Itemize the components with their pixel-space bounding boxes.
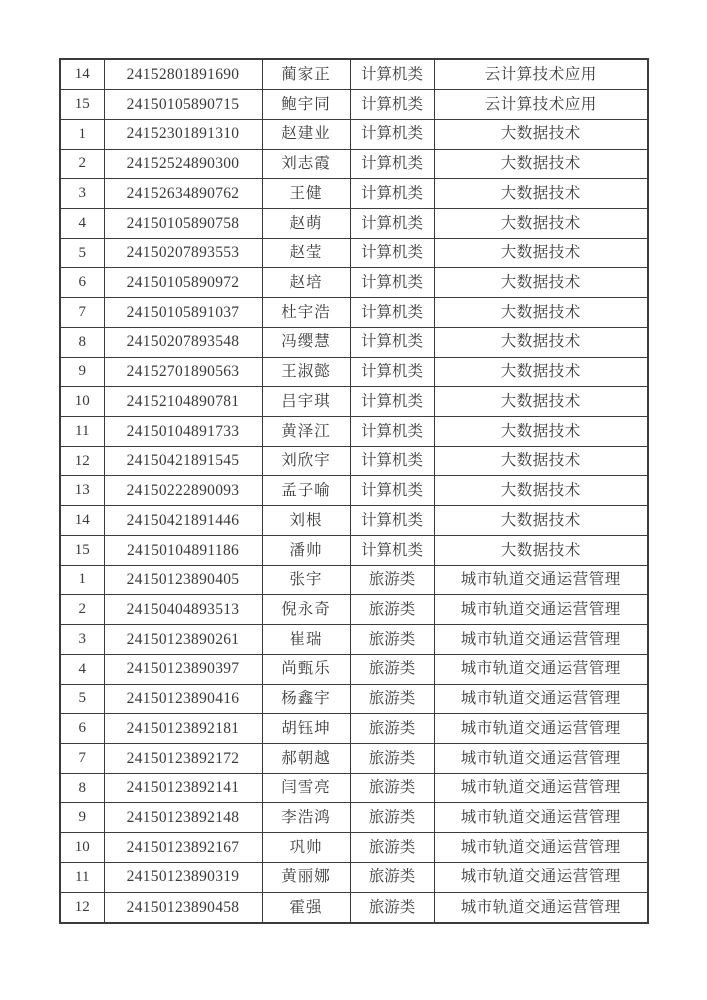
table-row: [60, 535, 648, 565]
seq-cell: 1: [60, 119, 104, 149]
category-cell: 计算机类: [350, 119, 434, 149]
id-cell: 24150105890758: [104, 209, 262, 239]
table-row: [60, 387, 648, 417]
id-cell: 24150207893553: [104, 238, 262, 268]
major-cell: 大数据技术: [434, 476, 648, 506]
major-cell: 大数据技术: [434, 417, 648, 447]
major-cell: 大数据技术: [434, 535, 648, 565]
seq-cell: 15: [60, 535, 104, 565]
name-cell: 刘志霞: [262, 149, 350, 179]
major-cell: 大数据技术: [434, 209, 648, 239]
name-cell: 郝朝越: [262, 743, 350, 773]
table-row: [60, 862, 648, 892]
table-row: [60, 357, 648, 387]
category-cell: 旅游类: [350, 773, 434, 803]
category-cell: 计算机类: [350, 417, 434, 447]
seq-cell: 4: [60, 654, 104, 684]
category-cell: 计算机类: [350, 179, 434, 209]
table-row: [60, 327, 648, 357]
table-row: [60, 119, 648, 149]
category-cell: 计算机类: [350, 506, 434, 536]
seq-cell: 14: [60, 506, 104, 536]
id-cell: 24150105891037: [104, 298, 262, 328]
table-row: [60, 803, 648, 833]
seq-cell: 11: [60, 862, 104, 892]
id-cell: 24150123892148: [104, 803, 262, 833]
seq-cell: 7: [60, 743, 104, 773]
name-cell: 赵莹: [262, 238, 350, 268]
seq-cell: 4: [60, 209, 104, 239]
category-cell: 计算机类: [350, 90, 434, 120]
major-cell: 城市轨道交通运营管理: [434, 862, 648, 892]
table-row: [60, 714, 648, 744]
major-cell: 城市轨道交通运营管理: [434, 892, 648, 923]
name-cell: 吕宇琪: [262, 387, 350, 417]
id-cell: 24152801891690: [104, 59, 262, 90]
name-cell: 赵建业: [262, 119, 350, 149]
id-cell: 24150404893513: [104, 595, 262, 625]
id-cell: 24150123892141: [104, 773, 262, 803]
table-row: [60, 565, 648, 595]
category-cell: 计算机类: [350, 357, 434, 387]
seq-cell: 2: [60, 149, 104, 179]
roster-body: [60, 59, 648, 923]
category-cell: 旅游类: [350, 654, 434, 684]
table-row: [60, 179, 648, 209]
name-cell: 鲍宇同: [262, 90, 350, 120]
seq-cell: 9: [60, 803, 104, 833]
name-cell: 蔺家正: [262, 59, 350, 90]
table-row: [60, 743, 648, 773]
major-cell: 云计算技术应用: [434, 90, 648, 120]
name-cell: 李浩鸿: [262, 803, 350, 833]
table-row: [60, 773, 648, 803]
id-cell: 24150105890715: [104, 90, 262, 120]
major-cell: 大数据技术: [434, 357, 648, 387]
id-cell: 24150123890397: [104, 654, 262, 684]
seq-cell: 3: [60, 179, 104, 209]
major-cell: 大数据技术: [434, 149, 648, 179]
name-cell: 胡钰坤: [262, 714, 350, 744]
seq-cell: 8: [60, 773, 104, 803]
name-cell: 赵培: [262, 268, 350, 298]
seq-cell: 14: [60, 59, 104, 90]
category-cell: 旅游类: [350, 714, 434, 744]
id-cell: 24150421891446: [104, 506, 262, 536]
seq-cell: 7: [60, 298, 104, 328]
seq-cell: 11: [60, 417, 104, 447]
major-cell: 城市轨道交通运营管理: [434, 714, 648, 744]
seq-cell: 10: [60, 387, 104, 417]
table-row: [60, 654, 648, 684]
category-cell: 计算机类: [350, 476, 434, 506]
table-row: [60, 149, 648, 179]
id-cell: 24150123890261: [104, 625, 262, 655]
id-cell: 24150421891545: [104, 446, 262, 476]
id-cell: 24152701890563: [104, 357, 262, 387]
category-cell: 旅游类: [350, 684, 434, 714]
name-cell: 潘帅: [262, 535, 350, 565]
id-cell: 24150207893548: [104, 327, 262, 357]
id-cell: 24152524890300: [104, 149, 262, 179]
category-cell: 计算机类: [350, 446, 434, 476]
seq-cell: 15: [60, 90, 104, 120]
major-cell: 城市轨道交通运营管理: [434, 595, 648, 625]
category-cell: 旅游类: [350, 892, 434, 923]
id-cell: 24150104891733: [104, 417, 262, 447]
category-cell: 计算机类: [350, 149, 434, 179]
major-cell: 城市轨道交通运营管理: [434, 773, 648, 803]
name-cell: 杨鑫宇: [262, 684, 350, 714]
major-cell: 大数据技术: [434, 298, 648, 328]
seq-cell: 8: [60, 327, 104, 357]
category-cell: 计算机类: [350, 298, 434, 328]
name-cell: 尚甄乐: [262, 654, 350, 684]
category-cell: 计算机类: [350, 327, 434, 357]
table-row: [60, 833, 648, 863]
name-cell: 王健: [262, 179, 350, 209]
id-cell: 24150222890093: [104, 476, 262, 506]
name-cell: 刘根: [262, 506, 350, 536]
seq-cell: 5: [60, 684, 104, 714]
student-roster-table: [59, 58, 649, 924]
id-cell: 24150104891186: [104, 535, 262, 565]
name-cell: 杜宇浩: [262, 298, 350, 328]
id-cell: 24150123892167: [104, 833, 262, 863]
major-cell: 大数据技术: [434, 387, 648, 417]
id-cell: 24150123890405: [104, 565, 262, 595]
seq-cell: 6: [60, 714, 104, 744]
category-cell: 计算机类: [350, 59, 434, 90]
name-cell: 刘欣宇: [262, 446, 350, 476]
major-cell: 大数据技术: [434, 179, 648, 209]
id-cell: 24152634890762: [104, 179, 262, 209]
name-cell: 王淑懿: [262, 357, 350, 387]
major-cell: 城市轨道交通运营管理: [434, 833, 648, 863]
name-cell: 霍强: [262, 892, 350, 923]
name-cell: 巩帅: [262, 833, 350, 863]
id-cell: 24152104890781: [104, 387, 262, 417]
seq-cell: 2: [60, 595, 104, 625]
table-row: [60, 268, 648, 298]
name-cell: 黄丽娜: [262, 862, 350, 892]
category-cell: 计算机类: [350, 268, 434, 298]
major-cell: 云计算技术应用: [434, 59, 648, 90]
name-cell: 孟子喻: [262, 476, 350, 506]
major-cell: 大数据技术: [434, 119, 648, 149]
major-cell: 大数据技术: [434, 327, 648, 357]
table-row: [60, 238, 648, 268]
table-row: [60, 892, 648, 923]
category-cell: 旅游类: [350, 625, 434, 655]
id-cell: 24150123890319: [104, 862, 262, 892]
category-cell: 旅游类: [350, 803, 434, 833]
name-cell: 冯缨慧: [262, 327, 350, 357]
name-cell: 黄泽江: [262, 417, 350, 447]
id-cell: 24150123890416: [104, 684, 262, 714]
table-row: [60, 209, 648, 239]
major-cell: 城市轨道交通运营管理: [434, 743, 648, 773]
major-cell: 城市轨道交通运营管理: [434, 625, 648, 655]
name-cell: 张宇: [262, 565, 350, 595]
seq-cell: 9: [60, 357, 104, 387]
category-cell: 旅游类: [350, 565, 434, 595]
seq-cell: 10: [60, 833, 104, 863]
category-cell: 计算机类: [350, 238, 434, 268]
major-cell: 城市轨道交通运营管理: [434, 684, 648, 714]
table-row: [60, 684, 648, 714]
id-cell: 24150123892181: [104, 714, 262, 744]
seq-cell: 6: [60, 268, 104, 298]
id-cell: 24150123890458: [104, 892, 262, 923]
category-cell: 旅游类: [350, 833, 434, 863]
seq-cell: 1: [60, 565, 104, 595]
table-row: [60, 59, 648, 90]
seq-cell: 12: [60, 892, 104, 923]
seq-cell: 3: [60, 625, 104, 655]
category-cell: 计算机类: [350, 535, 434, 565]
major-cell: 城市轨道交通运营管理: [434, 803, 648, 833]
major-cell: 城市轨道交通运营管理: [434, 654, 648, 684]
category-cell: 旅游类: [350, 743, 434, 773]
id-cell: 24150105890972: [104, 268, 262, 298]
table-row: [60, 476, 648, 506]
category-cell: 计算机类: [350, 387, 434, 417]
major-cell: 大数据技术: [434, 446, 648, 476]
major-cell: 城市轨道交通运营管理: [434, 565, 648, 595]
table-row: [60, 506, 648, 536]
table-row: [60, 90, 648, 120]
table-row: [60, 625, 648, 655]
id-cell: 24150123892172: [104, 743, 262, 773]
major-cell: 大数据技术: [434, 238, 648, 268]
seq-cell: 13: [60, 476, 104, 506]
name-cell: 倪永奇: [262, 595, 350, 625]
seq-cell: 12: [60, 446, 104, 476]
seq-cell: 5: [60, 238, 104, 268]
major-cell: 大数据技术: [434, 268, 648, 298]
table-row: [60, 446, 648, 476]
id-cell: 24152301891310: [104, 119, 262, 149]
category-cell: 计算机类: [350, 209, 434, 239]
name-cell: 闫雪亮: [262, 773, 350, 803]
name-cell: 崔瑞: [262, 625, 350, 655]
table-row: [60, 298, 648, 328]
table-row: [60, 417, 648, 447]
name-cell: 赵萌: [262, 209, 350, 239]
category-cell: 旅游类: [350, 595, 434, 625]
category-cell: 旅游类: [350, 862, 434, 892]
major-cell: 大数据技术: [434, 506, 648, 536]
table-row: [60, 595, 648, 625]
